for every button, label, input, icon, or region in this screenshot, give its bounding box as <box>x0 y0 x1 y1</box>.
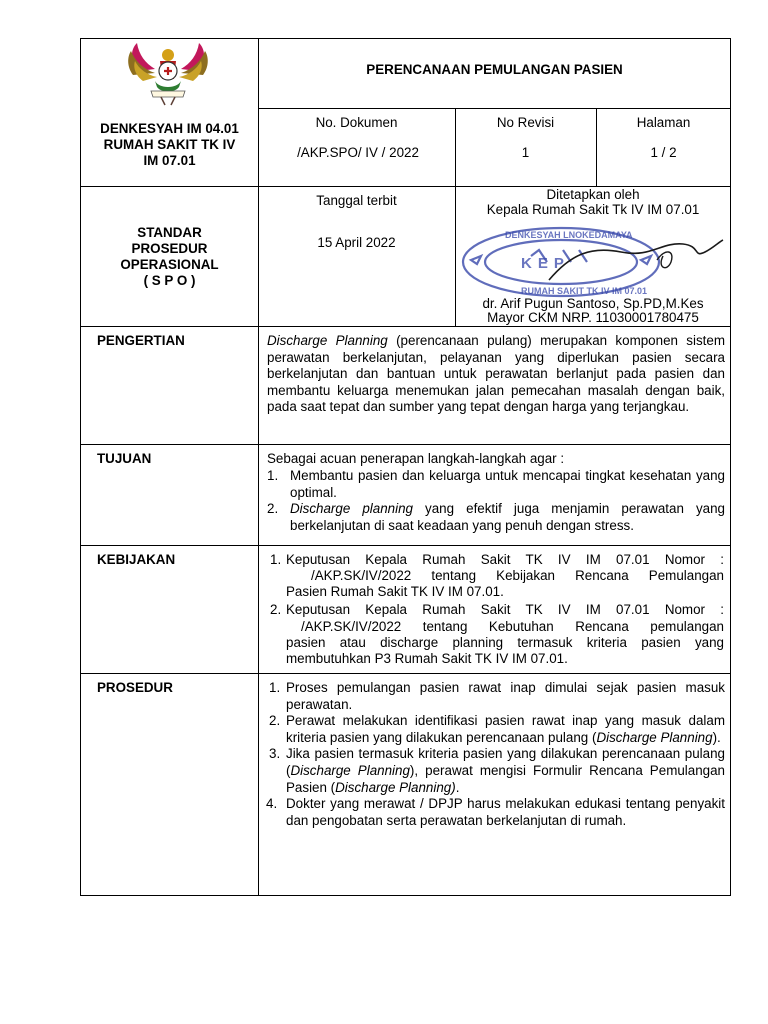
prosedur-item-2-term: Discharge Planning <box>596 729 713 745</box>
doc-no-value: /AKP.SPO/ IV / 2022 <box>297 145 419 160</box>
row-divider <box>258 108 731 109</box>
spo-label-4: ( S P O ) <box>143 273 196 288</box>
kebijakan-item-1-line-2: /AKP.SK/IV/2022 tentang Kebijakan Rencana Pemulangan <box>311 568 724 583</box>
svg-text:RUMAH SAKIT TK IV IM 07.01: RUMAH SAKIT TK IV IM 07.01 <box>521 286 648 296</box>
list-item <box>267 713 725 746</box>
list-number: 1. <box>270 552 282 567</box>
institution-line-2: RUMAH SAKIT TK IV <box>103 137 236 152</box>
row-divider <box>81 444 731 445</box>
prosedur-item-1: Proses pemulangan pasien rawat inap dimulai sejak pasien masuk perawatan. <box>286 680 725 712</box>
list-number: 1. <box>267 468 279 483</box>
heading-pengertian: PENGERTIAN <box>97 333 185 348</box>
approved-by: Kepala Rumah Sakit Tk IV IM 07.01 <box>486 202 700 217</box>
doc-no-label: No. Dokumen <box>315 115 398 130</box>
prosedur-item-3-text-2: ), perawat mengisi Formulir Rencana Pemulangan Pasien ( <box>286 762 726 795</box>
tujuan-item-1: Membantu pasien dan keluarga untuk mencapai tingkat kesehatan yang optimal. <box>290 468 725 500</box>
pengertian-body <box>267 333 725 416</box>
institution-line-1: DENKESYAH IM 04.01 <box>100 121 239 136</box>
list-item <box>267 468 725 501</box>
kebijakan-item-1-line-1: Keputusan Kepala Rumah Sakit TK IV IM 07.01 Nomor : <box>286 552 724 567</box>
prosedur-item-4: Dokter yang merawat / DPJP harus melakukan edukasi tentang penyakit dan pengobatan serta perawatan berkelanjutan di rumah. <box>286 796 725 828</box>
prosedur-list <box>267 680 725 829</box>
heading-prosedur: PROSEDUR <box>97 680 173 695</box>
list-number: 1. <box>269 680 281 695</box>
list-item <box>267 501 725 534</box>
kebijakan-item-2-line-2: /AKP.SK/IV/2022 tentang Kebutuhan Rencana pemulangan <box>301 619 724 634</box>
kebijakan-item-2-line-3: pasien atau discharge planning termasuk kriteria pasien yang <box>286 635 724 650</box>
list-item <box>267 796 725 829</box>
row-divider <box>81 673 731 674</box>
list-number: 2. <box>270 602 282 617</box>
spo-label-2: PROSEDUR <box>131 241 208 256</box>
prosedur-item-2-text: Perawat melakukan identifikasi pasien rawat inap yang masuk dalam kriteria pasien yang dilakukan perencanaan pulang ( <box>286 713 725 745</box>
spo-label-1: STANDAR <box>137 225 202 240</box>
list-number: 3. <box>269 746 281 762</box>
official-stamp-icon <box>461 222 727 300</box>
document-title: PERENCANAAN PEMULANGAN PASIEN <box>366 62 623 77</box>
row-divider <box>81 545 731 546</box>
svg-text:KEP: KEP <box>521 255 570 272</box>
page-value: 1 / 2 <box>650 145 677 160</box>
svg-text:DENKESYAH LNOKEDAMAYA: DENKESYAH LNOKEDAMAYA <box>505 230 633 240</box>
prosedur-item-3-end: . <box>455 779 460 795</box>
issue-label: Tanggal terbit <box>316 193 397 208</box>
tujuan-item-2: yang efektif juga menjamin perawatan yang berkelanjutan di saat keadaan yang penuh dengan stress. <box>290 501 725 533</box>
tujuan-list <box>267 468 725 534</box>
pengertian-term: Discharge Planning <box>267 333 388 348</box>
heading-kebijakan: KEBIJAKAN <box>97 552 176 567</box>
list-number: 2. <box>269 713 281 729</box>
list-number: 2. <box>267 501 279 517</box>
tujuan-intro: Sebagai acuan penerapan langkah-langkah agar : <box>267 451 565 466</box>
institution-line-3: IM 07.01 <box>143 153 196 168</box>
spo-document <box>80 38 731 896</box>
column-divider <box>258 39 259 896</box>
page-label: Halaman <box>636 115 691 130</box>
list-number: 4. <box>266 796 278 812</box>
revision-value: 1 <box>521 145 530 160</box>
approved-label: Ditetapkan oleh <box>546 187 640 202</box>
prosedur-item-3-term: Discharge Planning <box>290 762 410 778</box>
kebijakan-item-1-line-3: Pasien Rumah Sakit TK IV IM 07.01. <box>286 584 504 599</box>
list-item <box>267 746 725 796</box>
kebijakan-item-2-line-4: membutuhkan P3 Rumah Sakit TK IV IM 07.01. <box>286 651 568 666</box>
issue-date: 15 April 2022 <box>317 235 396 250</box>
prosedur-item-3-text: Jika pasien termasuk kriteria pasien yang dilakukan perencanaan pulang ( <box>286 746 725 778</box>
military-emblem-icon <box>125 41 211 107</box>
signer-name: dr. Arif Pugun Santoso, Sp.PD,M.Kes <box>482 296 704 311</box>
spo-label-3: OPERASIONAL <box>120 257 219 272</box>
signer-rank: Mayor CKM NRP. 11030001780475 <box>487 310 699 325</box>
revision-label: No Revisi <box>496 115 555 130</box>
list-item <box>267 680 725 713</box>
pengertian-text: (perencanaan pulang) merupakan komponen sistem perawatan berkelanjutan, pelayanan yang diperlukan pasien secara berkelanjutan dan bantuan untuk perawatan berlanjut pada pasien dan membantu keluarga menemukan jalan pemecahan masalah dengan baik, pada saat tepat dan sumber yang tepat dengan harga yang terjangkau. <box>267 333 725 415</box>
kebijakan-item-2-line-1: Keputusan Kepala Rumah Sakit TK IV IM 07.01 Nomor : <box>286 602 724 617</box>
tujuan-item-2-term: Discharge planning <box>290 501 413 517</box>
prosedur-item-2-end: ). <box>712 729 721 745</box>
prosedur-item-3-term-2: Discharge Planning) <box>335 779 456 795</box>
heading-tujuan: TUJUAN <box>97 451 152 466</box>
